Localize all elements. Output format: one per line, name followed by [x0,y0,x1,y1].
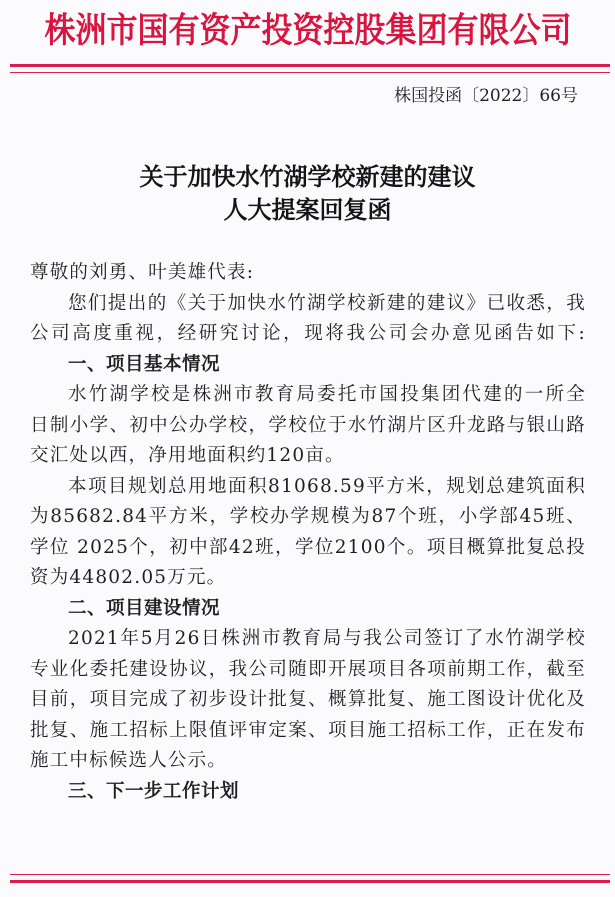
document-title-line1: 关于加快水竹湖学校新建的建议 [139,162,476,191]
paragraph-line: 目前，项目完成了初步设计批复、概算批复、施工图设计优化及 [30,689,586,710]
paragraph-line: 专业化委托建设协议，我公司随即开展项目各项前期工作，截至 [30,658,586,680]
paragraph-line: 交汇处以西，净用地面积约120亩。 [30,445,345,466]
paragraph-line: 批复、施工招标上限值评审定案、项目施工招标工作，正在发布 [30,719,586,741]
section-3 [30,777,586,808]
letter-body [30,258,586,807]
section-2 [30,594,586,777]
section-heading: 三、下一步工作计划 [68,780,240,802]
paragraph-line: 公司高度重视，经研究讨论，现将我公司会办意见函告如下: [30,323,586,344]
organization-name: 株洲市国有资产投资控股集团有限公司 [44,10,572,51]
salutation: 尊敬的刘勇、叶美雄代表: [30,262,255,283]
section-1 [30,350,586,594]
document-title-line2: 人大提案回复函 [223,195,392,224]
footer-rule-thin [10,874,610,875]
paragraph [30,380,586,472]
paragraph-line: 施工中标候选人公示。 [30,750,228,771]
paragraph-line: 学位 2025个，初中部42班，学位2100个。项目概算批复总投 [30,536,586,558]
document-number: 株国投函〔2022〕66号 [394,86,578,106]
section-heading: 一、项目基本情况 [68,353,221,375]
section-heading: 二、项目建设情况 [68,597,221,619]
paragraph [30,472,586,594]
paragraph-line: 日制小学、初中公办学校，学校位于水竹湖片区升龙路与银山路 [30,414,586,436]
paragraph-line: 本项目规划总用地面积81068.59平方米，规划总建筑面积 [68,475,586,497]
intro-paragraph [30,289,586,350]
header-rule-thin [10,72,610,73]
paragraph-line: 资为44802.05万元。 [30,567,227,588]
header-rule-thick [10,64,610,67]
paragraph-line: 水竹湖学校是株洲市教育局委托市国投集团代建的一所全 [68,384,586,405]
paragraph [30,624,586,777]
paragraph-line: 为85682.84平方米，学校办学规模为87个班，小学部45班、 [30,506,586,527]
paragraph-line: 您们提出的《关于加快水竹湖学校新建的建议》已收悉，我 [68,292,586,314]
footer-rule-thick [10,880,610,883]
paragraph-line: 2021年5月26日株洲市教育局与我公司签订了水竹湖学校 [68,628,586,649]
